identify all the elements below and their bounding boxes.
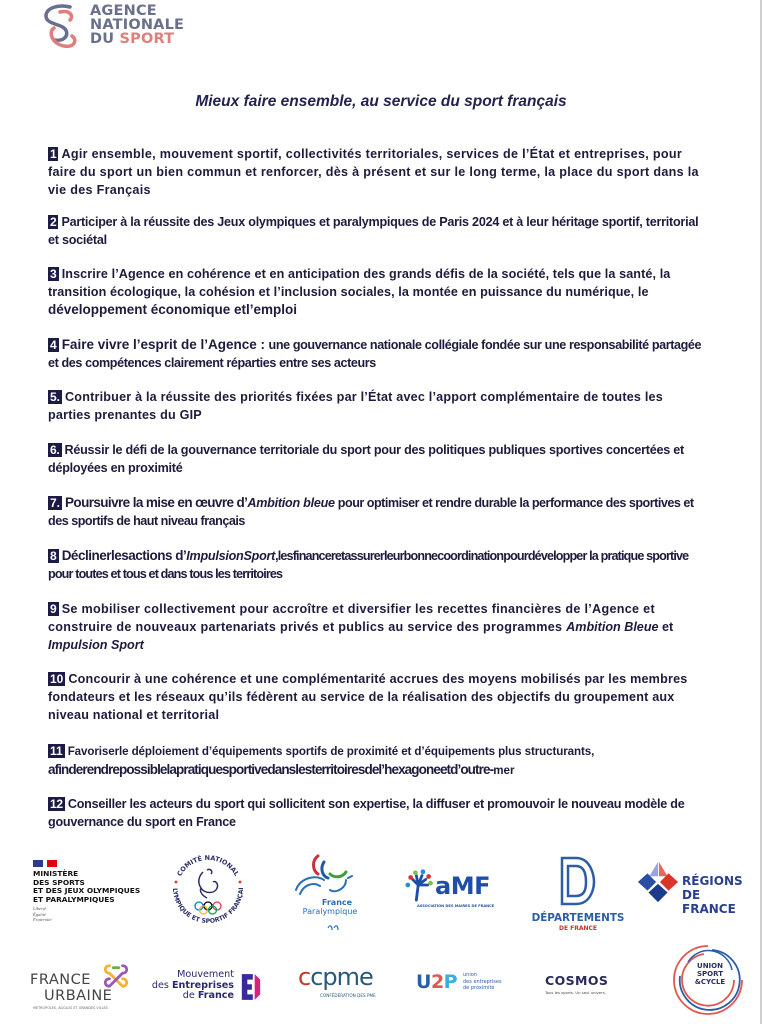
paralympique-line-2: Paralympique: [302, 907, 358, 916]
departements-line-2: DE FRANCE: [558, 925, 598, 932]
cpme-name: ccpme: [298, 963, 373, 991]
logo-line-1: AGENCE: [90, 3, 157, 19]
u2p-line-1: union: [463, 972, 477, 978]
objective-emphasis: Ambition Bleue: [566, 620, 659, 634]
objective-text-b: afinderendrepossiblelapratiquesportivedanslesterritoiresdel’hexagoneetd’outre-: [48, 762, 494, 777]
ministere-line-3: ET DES JEUX OLYMPIQUES: [33, 886, 141, 896]
france-urbaine-subtitle: MÉTROPOLES, AGGLOS ET GRANDES VILLES: [33, 1006, 108, 1010]
motto-3: Fraternité: [33, 917, 52, 923]
france-urbaine-line-1: FRANCE: [30, 972, 91, 988]
objective-5: [48, 388, 708, 424]
objective-4: [48, 336, 708, 372]
objective-text: Contribuer à la réussite des priorités fixées par l’État avec l’apport complémentaire de toutes les parties prenantes du GIP: [48, 390, 663, 422]
svg-text:COMITÉ NATIONAL: COMITÉ NATIONAL: [175, 853, 241, 878]
medef-line-3a: de: [182, 990, 198, 1001]
logo-line-3a: DU: [90, 31, 120, 47]
medef-line-2b: Entreprises: [171, 979, 234, 991]
usc-line-1: UNION: [697, 962, 723, 970]
objective-6: [48, 441, 708, 477]
logo-line-2: NATIONALE: [90, 17, 185, 33]
cosmos-name: COSMOS: [545, 973, 609, 988]
objective-3: [48, 265, 708, 319]
marianne-flag-icon: [33, 860, 163, 867]
objective-text: Favoriserle déploiement d’équipements sportifs de proximité et d’équipements plus structurants,: [67, 745, 595, 758]
paralympique-line-1: France: [321, 898, 353, 907]
ministere-line-2: DES SPORTS: [33, 877, 85, 887]
objective-text: Réussir le défi de la gouvernance territoriale du sport pour des politiques publiques sportives concertées et déployées en proximité: [48, 443, 684, 475]
motto-1: Liberté: [33, 906, 46, 912]
medef-logo: [148, 970, 278, 1010]
objective-11: [48, 742, 708, 780]
objective-10: [48, 670, 708, 724]
cpme-wordmark: cpme: [310, 963, 373, 991]
partner-logos: [0, 840, 762, 1024]
objective-number: 8: [50, 549, 57, 563]
regions-diamond-icon: [636, 860, 680, 904]
document-title: Mieux faire ensemble, au service du sport français: [195, 93, 567, 110]
cnosf-emblem-icon: [163, 846, 253, 936]
motto-2: Égalité: [33, 911, 46, 917]
departements-logo: [530, 856, 626, 942]
departements-line-1: DÉPARTEMENTS: [531, 912, 625, 924]
amf-tree-hand-icon: [405, 868, 439, 902]
objective-number: 2: [50, 215, 57, 229]
ans-logo: [40, 2, 184, 48]
objective-2: [48, 213, 708, 249]
departements-d-icon: [558, 856, 598, 906]
paralympic-agitos-icon: [290, 848, 370, 936]
cnosf-logo: [163, 846, 253, 936]
medef-line-1: Mouvement: [177, 969, 234, 980]
objective-9: [48, 600, 708, 654]
medef-line-2a: des: [151, 979, 172, 991]
logo-line-3b: SPORT: [119, 31, 175, 47]
objective-1: [48, 145, 708, 199]
ministere-line-4: ET PARALYMPIQUES: [33, 894, 115, 904]
cpme-subtitle: CONFÉDÉRATION DES PME: [320, 993, 376, 998]
objective-text-b: développement économique etl’emploi: [48, 302, 298, 317]
objective-text: Faire vivre l’esprit de l’Agence :: [61, 337, 266, 352]
objective-number: 6.: [50, 443, 60, 457]
svg-text:OLYMPIQUE ET SPORTIF FRANÇAIS: LYMPIQUE ET SPORTIF FRANÇAI: [170, 887, 246, 926]
medef-e-icon: [240, 972, 262, 1002]
objective-number: 4: [50, 338, 57, 352]
objective-text: Se mobiliser collectivement pour accroître et diversifier les recettes financières de l’Agence et construire de nouveaux partenariats privés et publics au service des programmes: [48, 602, 655, 634]
objective-12: [48, 795, 708, 831]
ministere-logo: [33, 860, 163, 923]
usc-line-3: &CYCLE: [694, 978, 726, 986]
u2p-line-2: des entreprises: [463, 978, 502, 985]
amf-name: aMF: [435, 872, 490, 900]
france-paralympique-logo: [290, 848, 370, 936]
u2p-name: U2P: [416, 971, 458, 993]
u2p-logo: [416, 972, 516, 1002]
france-urbaine-logo: [30, 962, 140, 1012]
objective-number: 11: [50, 744, 63, 758]
france-urbaine-line-2: URBAINE: [44, 988, 113, 1004]
ans-s-icon: [40, 2, 82, 48]
objective-text: Conseiller les acteurs du sport qui sollicitent son expertise, la diffuser et promouvoir le nouveau modèle de gouvernance du sport en France: [48, 797, 685, 829]
regions-line-2: DE FRANCE: [682, 888, 736, 916]
objective-text-b: une gouvernance nationale collégiale fondée sur une responsabilité partagée et des compétences clairement réparties entre ses acteurs: [48, 338, 702, 370]
objective-8: [48, 547, 708, 583]
objective-text-b: et: [658, 620, 674, 634]
objective-text-b: pour optimiser et rendre durable la performance des sportives et des sportifs de haut niveau français: [48, 496, 694, 528]
objective-text: Déclinerlesactions d’: [61, 548, 187, 563]
cosmos-logo: [545, 974, 625, 1004]
amf-logo: [405, 868, 515, 918]
regions-logo: [636, 860, 756, 916]
amf-subtitle: ASSOCIATION DES MAIRES DE FRANCE: [417, 904, 495, 908]
usc-line-2: SPORT: [697, 970, 723, 978]
ministere-line-1: MINISTÈRE: [33, 869, 79, 878]
regions-line-1: RÉGIONS: [682, 874, 743, 888]
objective-text: Participer à la réussite des Jeux olympiques et paralympiques de Paris 2024 et à leur héritage sportif, territorial et sociétal: [48, 215, 699, 247]
objective-text-c: mer: [493, 764, 515, 777]
objective-number: 10: [50, 672, 64, 686]
union-sport-cycle-logo: [668, 940, 748, 1022]
objective-number: 5.: [50, 390, 61, 404]
objective-number: 7.: [50, 496, 61, 510]
objective-emphasis: ImpulsionSport: [186, 549, 276, 563]
objective-emphasis: Ambition bleue: [247, 496, 335, 510]
objective-number: 3: [50, 267, 57, 281]
objective-text: Inscrire l’Agence en cohérence et en anticipation des grands défis de la société, tels que la santé, la transition écologique, la cohésion et l’inclusion sociales, la montée en puissance du numérique, le: [48, 267, 671, 299]
objective-number: 12: [50, 797, 63, 811]
objective-text: Poursuivre la mise en œuvre d’: [65, 495, 248, 510]
medef-line-3b: France: [197, 990, 234, 1001]
cpme-logo: [298, 963, 398, 1008]
objective-text: Concourir à une cohérence et une complémentarité accrues des moyens mobilisés par les membres fondateurs et les réseaux qu’ils fédèrent au service de la réalisation des objectifs du groupement aux niveau national et territorial: [48, 672, 688, 722]
objective-7: [48, 494, 708, 530]
u2p-line-3: de proximité: [463, 985, 495, 991]
objective-number: 1: [50, 147, 57, 161]
objective-text-b: ,lesfinanceretassurerleurbonnecoordinationpourdévelopper la pratique sportive pour toutes et tous et dans tous les territoires: [48, 549, 689, 581]
objective-text: Agir ensemble, mouvement sportif, collectivités territoriales, services de l’État et entreprises, pour faire du sport un bien commun et renforcer, dès à présent et sur le long terme, la place du sport dans la vie des Français: [48, 147, 699, 197]
objective-number: 9: [50, 602, 57, 616]
cosmos-tagline: Tous les sports. Un seul univers.: [545, 990, 606, 995]
objective-emphasis-2: Impulsion Sport: [48, 638, 144, 652]
